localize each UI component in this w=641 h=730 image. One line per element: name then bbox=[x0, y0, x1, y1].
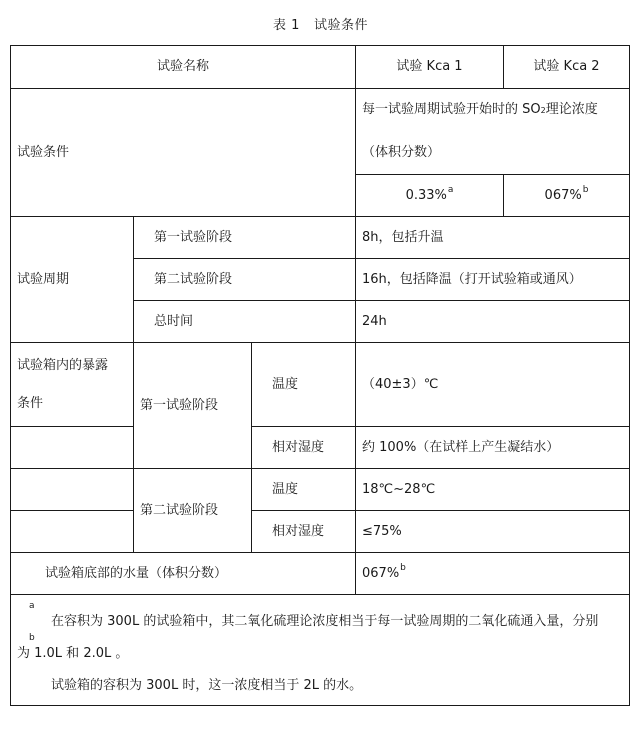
period-stage2-label: 第二试验阶段 bbox=[134, 259, 356, 301]
so2-desc-line2: （体积分数） bbox=[362, 145, 441, 160]
water-row bbox=[11, 553, 630, 595]
table-caption-label: 表 1 bbox=[273, 18, 300, 33]
header-test-name: 试验名称 bbox=[11, 46, 356, 89]
footnote-a-mark: a bbox=[29, 601, 35, 611]
period-stage1-label: 第一试验阶段 bbox=[134, 217, 356, 259]
exposure-row-stage1-rh bbox=[11, 427, 630, 469]
test-conditions-table bbox=[10, 45, 630, 706]
exposure-label bbox=[11, 343, 134, 427]
exposure-row-stage2-rh bbox=[11, 511, 630, 553]
table-header-row bbox=[11, 46, 630, 89]
exposure-stage1-rh-value: 约 100%（在试样上产生凝结水） bbox=[356, 427, 630, 469]
so2-desc-part2: 理论浓度 bbox=[545, 102, 598, 117]
water-footnote-ref-b: b bbox=[400, 562, 406, 573]
exposure-label-line1: 试验箱内的暴露 bbox=[17, 358, 109, 373]
period-stage2-value: 16h，包括降温（打开试验箱或通风） bbox=[356, 259, 630, 301]
table-caption-text: 试验条件 bbox=[313, 18, 368, 33]
exposure-stage2-temp-value: 18℃~28℃ bbox=[356, 469, 630, 511]
kca2-so2-value: 067%$^b$ bbox=[504, 175, 630, 217]
exposure-stage2-rh-label: 相对湿度 bbox=[252, 511, 356, 553]
footnote-b-text: 试验箱的容积为 300L 时，这一浓度相当于 2L 的水。 bbox=[51, 678, 363, 693]
conditions-label: 试验条件 bbox=[11, 89, 356, 217]
footnotes-row bbox=[11, 595, 630, 706]
exposure-stage2-temp-label: 温度 bbox=[252, 469, 356, 511]
exposure-label-line2: 条件 bbox=[17, 396, 44, 411]
footnote-b-mark: b bbox=[29, 633, 35, 643]
exposure-empty-cell-2 bbox=[11, 469, 134, 511]
footnotes bbox=[11, 595, 630, 706]
water-label: 试验箱底部的水量（体积分数） bbox=[11, 553, 356, 595]
period-stage1-value: 8h，包括升温 bbox=[356, 217, 630, 259]
exposure-row-stage2-temp bbox=[11, 469, 630, 511]
exposure-stage2-label: 第二试验阶段 bbox=[134, 469, 252, 553]
exposure-stage1-temp-value: （40±3）℃ bbox=[356, 343, 630, 427]
conditions-row bbox=[11, 89, 630, 175]
exposure-stage1-label: 第一试验阶段 bbox=[134, 343, 252, 469]
footnote-a-text-cont: 为 1.0L 和 2.0L 。 bbox=[17, 646, 129, 661]
period-total-label: 总时间 bbox=[134, 301, 356, 343]
kca1-so2-value: 0.33%$^a$ bbox=[356, 175, 504, 217]
table-caption bbox=[0, 14, 641, 33]
exposure-empty-cell-3 bbox=[11, 511, 134, 553]
exposure-stage1-temp-label: 温度 bbox=[252, 343, 356, 427]
header-kca1: 试验 Kca 1 bbox=[356, 46, 504, 89]
header-kca2: 试验 Kca 2 bbox=[504, 46, 630, 89]
period-total-value: 24h bbox=[356, 301, 630, 343]
footnote-a-text: 在容积为 300L 的试验箱中，其二氧化硫理论浓度相当于每一试验周期的二氧化硫通入量，分别 bbox=[51, 614, 599, 629]
exposure-stage1-rh-label: 相对湿度 bbox=[252, 427, 356, 469]
conditions-description bbox=[356, 89, 630, 175]
footnote-ref-b: b bbox=[582, 184, 589, 195]
exposure-empty-cell-1 bbox=[11, 427, 134, 469]
so2-desc-part1: 每一试验周期试验开始时的 SO bbox=[362, 102, 541, 117]
so2-subscript: 2 bbox=[540, 106, 546, 115]
period-row-stage1 bbox=[11, 217, 630, 259]
water-value: 067%$^b$ bbox=[356, 553, 630, 595]
exposure-stage2-rh-value: ≤75% bbox=[356, 511, 630, 553]
footnote-ref-a: a bbox=[447, 184, 454, 195]
exposure-row-stage1-temp bbox=[11, 343, 630, 427]
period-label: 试验周期 bbox=[11, 217, 134, 343]
